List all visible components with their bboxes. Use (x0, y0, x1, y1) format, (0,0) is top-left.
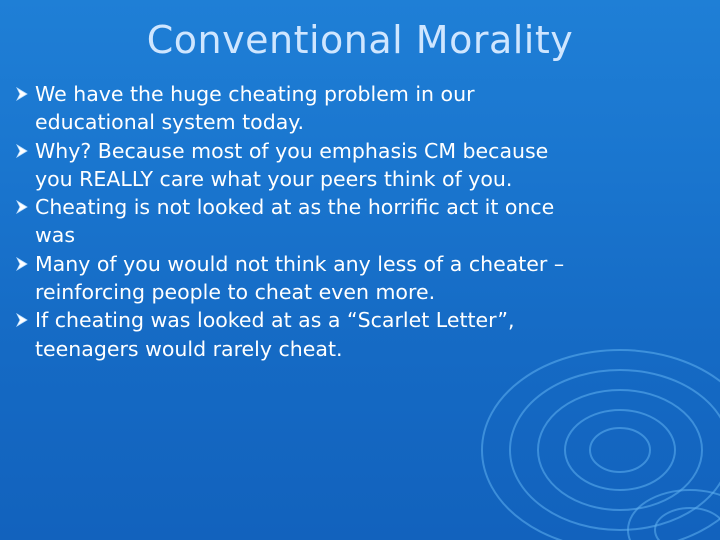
slide-title: Conventional Morality (146, 18, 574, 62)
bullet-line: teenagers would rarely cheat. (35, 336, 343, 361)
bullet-item (16, 137, 706, 194)
bullet-line: If cheating was looked at as a “Scarlet Letter”, (35, 308, 515, 333)
bullet-line: educational system today. (35, 110, 305, 135)
bullet-line: We have the huge cheating problem in our (35, 82, 475, 106)
bullet-line: Many of you would not think any less of a cheater – (35, 251, 565, 276)
bullet-line: Why? Because most of you emphasis CM because (35, 138, 549, 163)
bullet-item (16, 193, 706, 250)
bullet-line: reinforcing people to cheat even more. (35, 280, 436, 305)
arrowhead-bullet-icon (16, 87, 28, 101)
arrowhead-bullet-icon (16, 257, 28, 271)
bullet-line: was (35, 223, 76, 248)
bullet-item (16, 80, 706, 137)
bullet-list (16, 80, 706, 363)
bullet-line: Cheating is not looked at as the horrific act it once (35, 195, 555, 220)
bullet-line: you REALLY care what your peers think of you. (35, 166, 513, 191)
arrowhead-bullet-icon (16, 200, 28, 214)
bullet-item (16, 250, 706, 307)
arrowhead-bullet-icon (16, 313, 28, 327)
arrowhead-bullet-icon (16, 144, 28, 158)
bullet-item (16, 306, 706, 363)
